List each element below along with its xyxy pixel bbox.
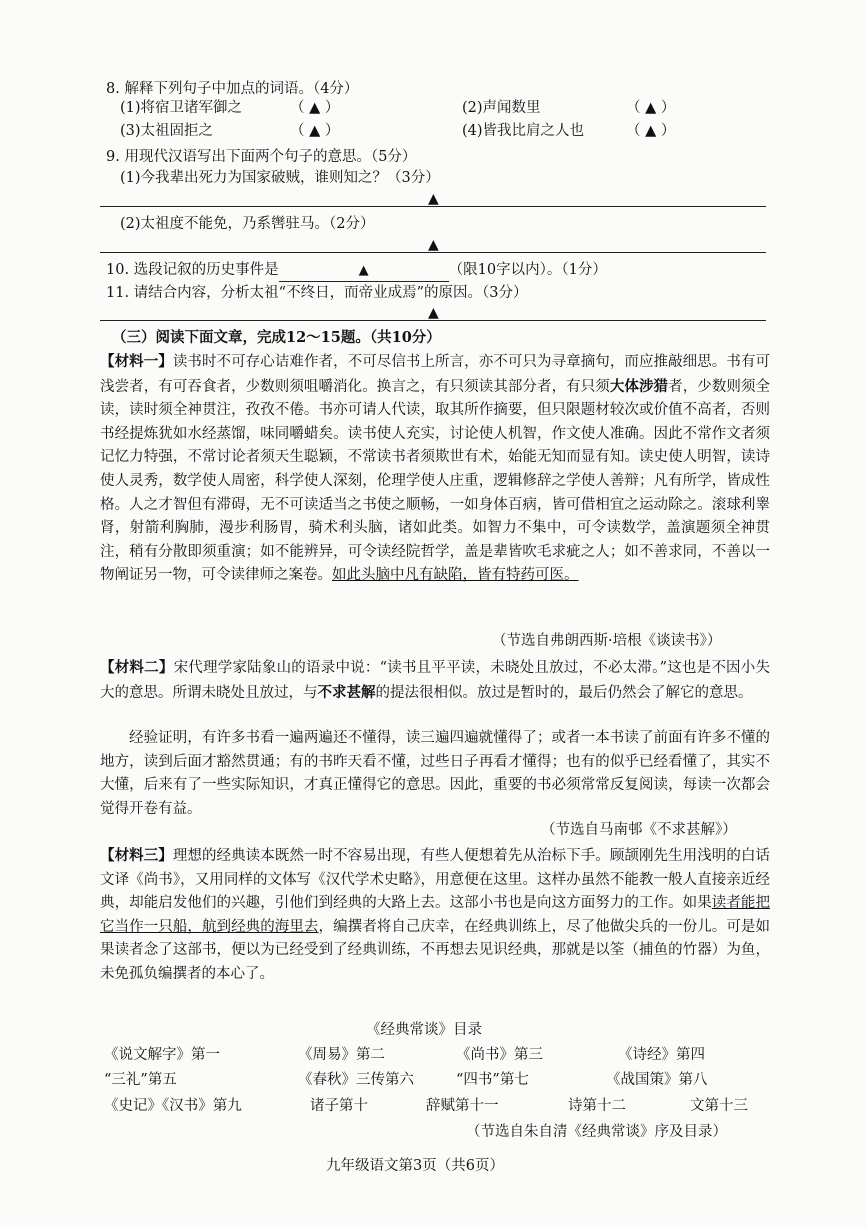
q9-answer-line-1[interactable] — [100, 206, 766, 207]
q9-answer-marker-2: ▲ — [428, 237, 439, 253]
toc-item: 诗第十二 — [568, 1098, 626, 1114]
toc-item: 《春秋》三传第六 — [298, 1072, 414, 1088]
q9-stem: 9. 用现代汉语写出下面两个句子的意思。（5分） — [106, 149, 417, 165]
toc-item: 文第十三 — [690, 1098, 748, 1114]
q9-answer-marker-1: ▲ — [428, 191, 439, 207]
toc-item: 《尚书》第三 — [456, 1047, 543, 1063]
material-2-label: 【材料二】 — [100, 659, 174, 676]
q11-answer-line[interactable] — [100, 320, 766, 321]
q11-answer-marker: ▲ — [428, 305, 439, 321]
material-1-source: （节选自弗朗西斯·培根《谈读书》） — [492, 633, 722, 649]
material-2-text-a: 宋代理学家陆象山的语录中说：“读书且平平读，未晓处且放过，不必太滞。”这也是不因小失大的意思。所谓未晓处且放过，与 — [100, 660, 770, 701]
q9-answer-line-2[interactable] — [100, 252, 766, 253]
material-1-underlined: 如此头脑中凡有缺陷，皆有特药可医。 — [332, 567, 579, 584]
q11-stem: 11. 请结合内容，分析太祖“不终日，而帝业成焉”的原因。（3分） — [106, 285, 528, 301]
q10-answer-blank[interactable] — [279, 260, 449, 282]
page-footer: 九年级语文第3页（共6页） — [326, 1158, 504, 1174]
material-1-text-a: 读书时不可存心诘难作者，不可尽信书上所言，亦不可只为寻章摘句，而应推敲细思。书有可浅尝者，有可吞食者，少数则须咀嚼消化。换言之，有只须读其部分者，有只须 — [100, 354, 771, 395]
q8-stem: 8. 解释下列句子中加点的词语。（4分） — [106, 81, 359, 97]
material-1 — [100, 350, 770, 634]
toc-item: “四书”第七 — [456, 1072, 529, 1088]
toc-item: 《史记》《汉书》第九 — [104, 1098, 242, 1114]
q9-sentence-2: (2)太祖度不能免，乃系辔驻马。（2分） — [120, 216, 375, 232]
material-3 — [100, 844, 770, 1010]
material-2-para-2: 经验证明，有许多书看一遍两遍还不懂得，读三遍四遍就懂得了；或者一本书读了前面有许多不懂的地方，读到后面才豁然贯通；有的书昨天看不懂，过些日子再看才懂得；也有的似乎已经看懂了，其实不大懂，后来有了一些实际知识，才真正懂得它的意思。因此，重要的书必须常常反复阅读，每读一次都会觉得开卷有益。 — [100, 730, 770, 817]
q8-answer-3[interactable]: （ ▲ ） — [290, 123, 340, 139]
material-3-text-a: 理想的经典读本既然一时不容易出现，有些人便想着先从治标下手。顾颉刚先生用浅明的白话文译《尚书》，又用同样的文体写《汉代学术史略》，用意便在这里。这样办虽然不能教一般人直接亲近经典，却能启发他们的兴趣，引他们到经典的大路上去。这部小书也是向这方面努力的工作。如果 — [100, 848, 771, 912]
material-2-para-1 — [100, 656, 770, 726]
q8-answer-1[interactable]: （ ▲ ） — [290, 100, 340, 116]
q8-item-3: (3)太祖固拒之 — [120, 123, 214, 139]
material-1-label: 【材料一】 — [100, 353, 173, 370]
material-1-bold-term: 大体涉猎 — [609, 377, 669, 395]
toc-item: 诸子第十 — [310, 1098, 368, 1114]
material-3-text-b: ，编撰者将自己庆幸，在经典训练上，尽了他做尖兵的一份儿。可是如果读者念了这部书，便以为已经受到了经典训练，不再想去见识经典，那就是以筌（捕鱼的竹器）为鱼，未免孤负编撰者的本心了。 — [100, 918, 770, 982]
material-3-label: 【材料三】 — [100, 847, 173, 864]
q10-line — [106, 260, 607, 282]
q10-marker: ▲ — [358, 263, 369, 278]
toc-title: 《经典常谈》目录 — [366, 1022, 482, 1038]
q8-answer-2[interactable]: （ ▲ ） — [626, 100, 676, 116]
material-2-text-b: 的提法很相似。放过是暂时的，最后仍然会了解它的意思。 — [375, 684, 753, 701]
toc-item: 《周易》第二 — [298, 1047, 385, 1063]
q8-item-1: (1)将宿卫诸军御之 — [120, 100, 243, 116]
q10-suffix: （限10字以内）。（1分） — [448, 262, 607, 278]
material-2-source: （节选自马南邨《不求甚解》） — [541, 822, 737, 838]
toc-item: 《说文解字》第一 — [104, 1047, 220, 1063]
q8-item-2: (2)声闻数里 — [462, 100, 541, 116]
material-3-underlined: 读者能把它当作一只船，航到经典的海里去 — [100, 895, 770, 935]
toc-item: 《战国策》第八 — [606, 1072, 708, 1088]
section3-title: （三）阅读下面文章，完成12～15题。（共10分） — [112, 329, 441, 346]
q10-prefix: 10. 选段记叙的历史事件是 — [106, 262, 279, 278]
toc-item: 《诗经》第四 — [618, 1047, 705, 1063]
material-1-text-b: 者，少数则须全读，读时须全神贯注，孜孜不倦。书亦可请人代读，取其所作摘要，但只限题材较次或价值不高者，否则书经提炼犹如水经蒸馏，味同嚼蜡矣。读书使人充实，讨论使人机智，作文使人准确。因此不常作文者须记忆力特强，不常讨论者须天生聪颖，不常读书者须欺世有术，始能无知而显有知。读史使人明智，读诗使人灵秀，数学使人周密，科学使人深刻，伦理学使人庄重，逻辑修辞之学使人善辩；凡有所学，皆成性格。人之才智但有滞碍，无不可读适当之书使之顺畅，一如身体百病，皆可借相宜之运动除之。滚球利睾肾，射箭利胸肺，漫步利肠胃，骑术利头脑，诸如此类。如智力不集中，可令读数学，盖演题须全神贯注，稍有分散即须重演；如不能辨异，可令读经院哲学，盖是辈皆吹毛求疵之人；如不善求同，不善以一物阐证另一物，可令读律师之案卷。 — [100, 378, 771, 584]
material-2-bold-term: 不求甚解 — [317, 683, 376, 701]
toc-item: “三礼”第五 — [104, 1072, 177, 1088]
q9-sentence-1: (1)今我辈出死力为国家破贼，谁则知之？（3分） — [120, 170, 440, 186]
toc-item: 辞赋第十一 — [426, 1098, 499, 1114]
material-3-source: （节选自朱自清《经典常谈》序及目录） — [466, 1124, 727, 1140]
q8-answer-4[interactable]: （ ▲ ） — [626, 123, 676, 139]
q8-item-4: (4)皆我比肩之人也 — [462, 123, 585, 139]
